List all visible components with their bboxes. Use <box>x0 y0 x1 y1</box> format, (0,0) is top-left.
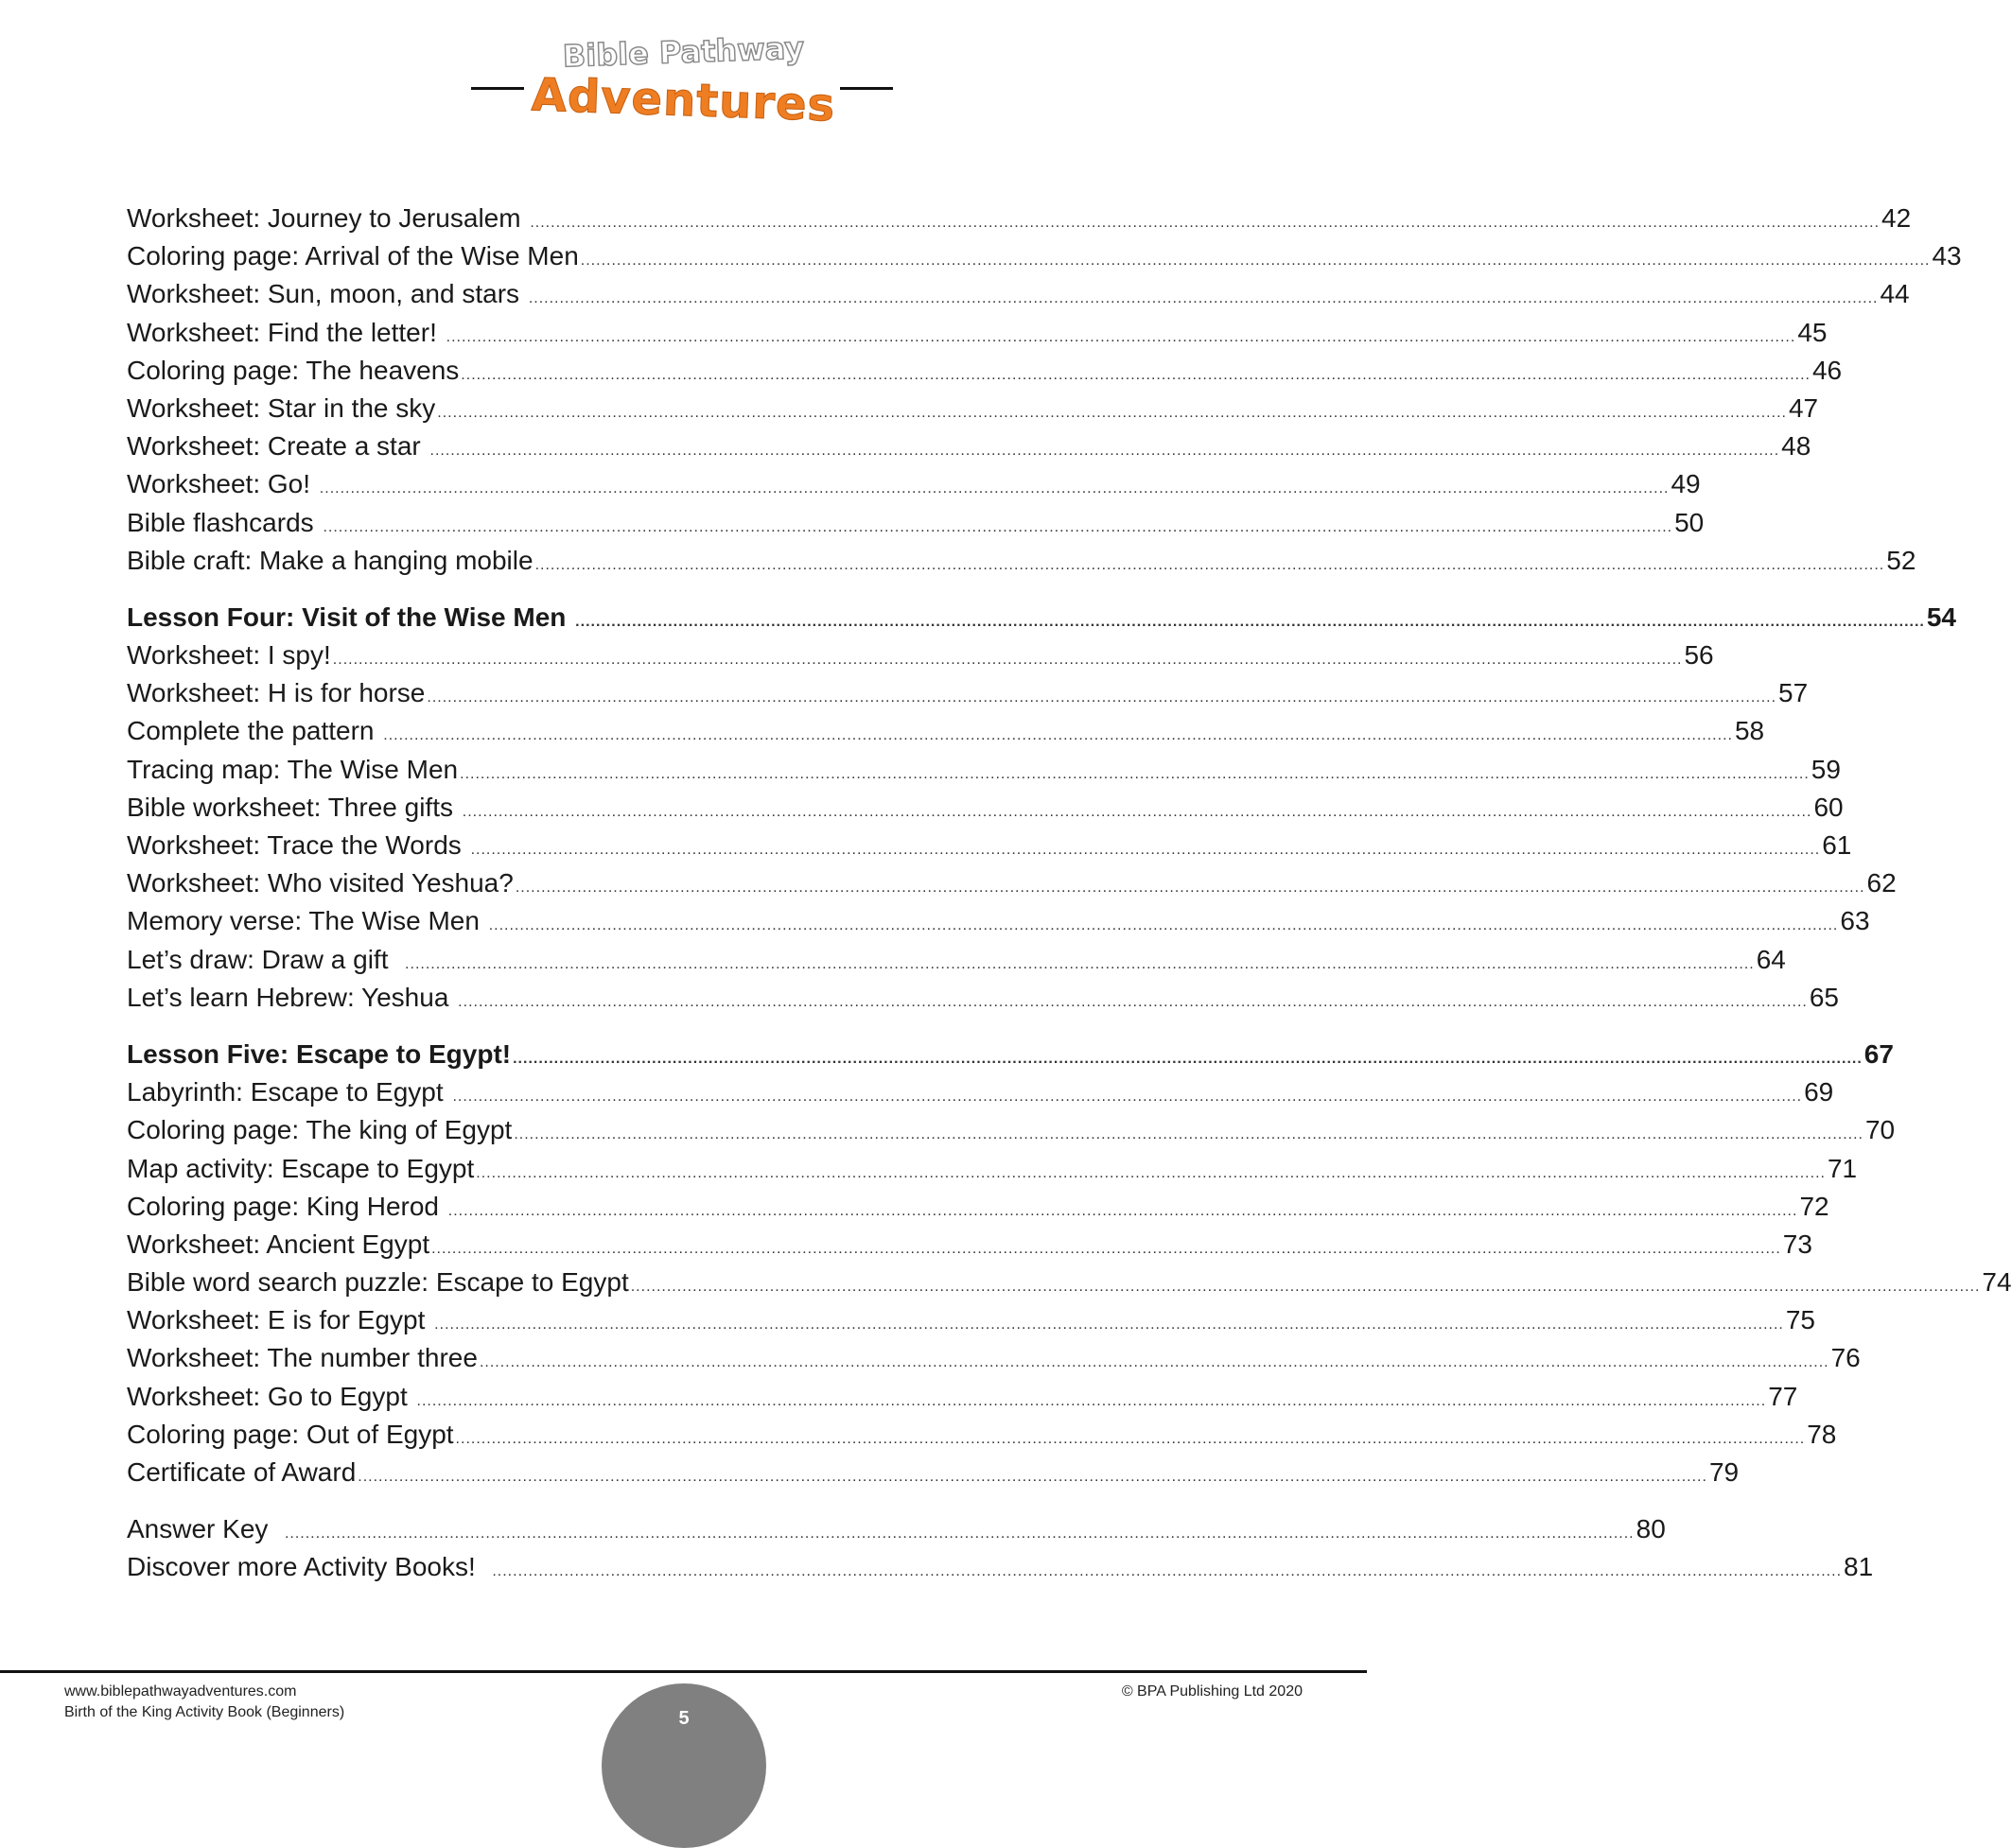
toc-entry-page: 58 <box>1734 716 1765 746</box>
toc-entry-title: Worksheet: Create a star <box>127 431 429 462</box>
toc-entry <box>127 352 1843 390</box>
toc-dot-leader: ...................................................................................................................................................................................................................................................................... <box>437 404 1787 421</box>
toc-section-heading <box>127 1036 1894 1073</box>
toc-dot-leader: ...................................................................................................................................................................................................................................................................... <box>405 955 1755 972</box>
toc-dot-leader: ...................................................................................................................................................................................................................................................................... <box>427 689 1777 706</box>
toc-dot-leader: ...................................................................................................................................................................................................................................................................... <box>323 518 1673 535</box>
toc-entry <box>127 504 1705 542</box>
toc-entry <box>127 674 1809 712</box>
toc-entry-page: 50 <box>1674 507 1705 537</box>
toc-entry-title: Worksheet: Star in the sky <box>127 392 436 423</box>
toc-entry-page: 49 <box>1671 469 1701 499</box>
toc-entry-title: Worksheet: Ancient Egypt <box>127 1229 430 1259</box>
footer-website: www.biblepathwayadventures.com <box>64 1683 297 1700</box>
toc-entry <box>127 1416 1837 1454</box>
toc-entry-page: 67 <box>1863 1038 1894 1069</box>
toc-entry <box>127 751 1841 789</box>
toc-entry <box>127 1188 1829 1226</box>
toc-entry <box>127 1264 2012 1301</box>
toc-dot-leader: ...................................................................................................................................................................................................................................................................... <box>446 328 1796 345</box>
toc-dot-leader: ...................................................................................................................................................................................................................................................................... <box>455 1430 1806 1447</box>
toc-dot-leader: ...................................................................................................................................................................................................................................................................... <box>470 842 1821 858</box>
toc-entry-page: 63 <box>1840 906 1870 936</box>
toc-entry-page: 47 <box>1788 392 1819 423</box>
toc-entry <box>127 275 1910 313</box>
toc-entry-title: Discover more Activity Books! <box>127 1552 491 1582</box>
toc-entry-title: Let’s draw: Draw a gift <box>127 944 404 974</box>
toc-dot-leader: ...................................................................................................................................................................................................................................................................... <box>332 652 1683 669</box>
footer-divider <box>0 1670 1367 1673</box>
page-number: 5 <box>678 1708 690 1729</box>
toc-entry <box>127 941 1786 979</box>
logo-rule-right <box>840 87 893 90</box>
toc-entry-page: 71 <box>1827 1153 1858 1183</box>
toc-dot-leader: ...................................................................................................................................................................................................................................................................... <box>514 1126 1863 1143</box>
toc-entry-page: 52 <box>1886 545 1916 575</box>
toc-entry <box>127 636 1714 674</box>
toc-dot-leader: ...................................................................................................................................................................................................................................................................... <box>462 803 1812 820</box>
toc-entry <box>127 200 1912 237</box>
toc-entry <box>127 314 1828 352</box>
toc-entry-page: 60 <box>1813 792 1844 822</box>
footer-copyright: © BPA Publishing Ltd 2020 <box>1121 1683 1303 1700</box>
logo-text-top: Bible Pathway <box>562 29 805 75</box>
toc-entry-title: Map activity: Escape to Egypt <box>127 1153 475 1183</box>
toc-dot-leader: ...................................................................................................................................................................................................................................................................... <box>383 727 1733 744</box>
toc-entry-title: Certificate of Award <box>127 1457 357 1487</box>
toc-entry-page: 59 <box>1811 754 1841 784</box>
toc-entry-page: 78 <box>1807 1419 1837 1449</box>
toc-entry <box>127 1226 1812 1264</box>
toc-entry-title: Worksheet: Go to Egypt <box>127 1381 415 1411</box>
toc-entry-title: Memory verse: The Wise Men <box>127 906 487 936</box>
toc-entry <box>127 1548 1874 1586</box>
toc-entry <box>127 427 1811 465</box>
toc-dot-leader: ...................................................................................................................................................................................................................................................................... <box>513 1050 1863 1067</box>
toc-entry <box>127 237 1962 275</box>
toc-entry-page: 42 <box>1881 203 1912 233</box>
toc-entry <box>127 789 1844 827</box>
toc-dot-leader: ...................................................................................................................................................................................................................................................................... <box>528 290 1879 307</box>
toc-entry-page: 64 <box>1756 944 1786 974</box>
toc-entry-title: Coloring page: The king of Egypt <box>127 1115 513 1145</box>
toc-entry <box>127 1111 1896 1149</box>
toc-entry-page: 65 <box>1809 982 1839 1012</box>
toc-entry-page: 75 <box>1785 1305 1815 1335</box>
toc-entry <box>127 864 1897 902</box>
toc-dot-leader: ...................................................................................................................................................................................................................................................................... <box>416 1392 1767 1409</box>
toc-dot-leader: ...................................................................................................................................................................................................................................................................... <box>575 613 1925 630</box>
toc-dot-leader: ...................................................................................................................................................................................................................................................................... <box>492 1563 1843 1580</box>
toc-dot-leader: ...................................................................................................................................................................................................................................................................... <box>358 1469 1707 1485</box>
toc-dot-leader: ...................................................................................................................................................................................................................................................................... <box>452 1089 1803 1106</box>
toc-entry <box>127 465 1701 503</box>
toc-dot-leader: ...................................................................................................................................................................................................................................................................... <box>284 1525 1635 1543</box>
toc-entry-title: Complete the pattern <box>127 716 382 746</box>
toc-entry-page: 74 <box>1982 1267 2012 1298</box>
toc-entry-title: Labyrinth: Escape to Egypt <box>127 1077 451 1107</box>
toc-entry-title: Worksheet: Journey to Jerusalem <box>127 203 529 233</box>
toc-dot-leader: ...................................................................................................................................................................................................................................................................... <box>461 366 1811 383</box>
toc-entry-page: 62 <box>1866 868 1897 898</box>
toc-entry-title: Worksheet: The number three <box>127 1343 478 1373</box>
toc-entry-title: Bible craft: Make a hanging mobile <box>127 545 534 575</box>
toc-entry-title: Worksheet: Find the letter! <box>127 317 445 347</box>
toc-entry <box>127 1378 1798 1416</box>
toc-entry-page: 70 <box>1864 1115 1896 1145</box>
toc-entry <box>127 1073 1834 1111</box>
toc-entry-title: Bible worksheet: Three gifts <box>127 792 461 822</box>
toc-entry-title: Answer Key <box>127 1514 283 1544</box>
toc-entry <box>127 827 1852 864</box>
toc-section-heading <box>127 599 1956 636</box>
toc-entry-page: 61 <box>1822 830 1852 860</box>
toc-dot-leader: ...................................................................................................................................................................................................................................................................... <box>476 1164 1826 1181</box>
toc-entry-title: Bible word search puzzle: Escape to Egypt <box>127 1267 629 1298</box>
toc-dot-leader: ...................................................................................................................................................................................................................................................................... <box>431 1240 1781 1257</box>
toc-entry-title: Coloring page: The heavens <box>127 355 460 385</box>
toc-entry-page: 81 <box>1844 1552 1874 1582</box>
toc-entry-page: 69 <box>1804 1077 1834 1107</box>
toc-entry-title: Worksheet: Go! <box>127 469 318 499</box>
toc-dot-leader: ...................................................................................................................................................................................................................................................................... <box>434 1316 1784 1334</box>
toc-entry-page: 45 <box>1797 317 1828 347</box>
toc-entry-page: 44 <box>1880 279 1910 309</box>
toc-entry-page: 73 <box>1782 1229 1812 1259</box>
toc-entry-page: 77 <box>1768 1381 1798 1411</box>
toc-dot-leader: ...................................................................................................................................................................................................................................................................... <box>488 917 1839 934</box>
toc-entry-title: Worksheet: Trace the Words <box>127 830 469 860</box>
toc-dot-leader: ...................................................................................................................................................................................................................................................................... <box>515 880 1865 897</box>
toc-entry <box>127 712 1765 750</box>
toc-entry-title: Let’s learn Hebrew: Yeshua <box>127 982 457 1012</box>
toc-entry-title: Worksheet: H is for horse <box>127 678 426 708</box>
toc-entry-title: Coloring page: Out of Egypt <box>127 1419 454 1449</box>
toc-entry-title: Lesson Four: Visit of the Wise Men <box>127 601 574 632</box>
toc-dot-leader: ...................................................................................................................................................................................................................................................................... <box>429 443 1780 460</box>
toc-entry-title: Worksheet: Sun, moon, and stars <box>127 279 527 309</box>
toc-dot-leader: ...................................................................................................................................................................................................................................................................... <box>580 253 1931 270</box>
toc-entry-page: 79 <box>1708 1457 1740 1487</box>
logo-text-bottom: Adventures <box>530 68 837 132</box>
toc-dot-leader: ...................................................................................................................................................................................................................................................................... <box>447 1202 1798 1219</box>
toc-entry-page: 56 <box>1684 640 1714 671</box>
toc-entry <box>127 1510 1666 1548</box>
toc-entry-page: 80 <box>1636 1514 1666 1544</box>
toc-entry-page: 46 <box>1811 355 1843 385</box>
toc-entry <box>127 390 1819 427</box>
toc-entry-title: Coloring page: Arrival of the Wise Men <box>127 241 579 271</box>
toc-entry <box>127 1454 1740 1491</box>
toc-entry-page: 43 <box>1932 241 1962 271</box>
toc-dot-leader: ...................................................................................................................................................................................................................................................................... <box>319 480 1670 497</box>
toc-entry-page: 48 <box>1781 431 1811 462</box>
toc-entry <box>127 902 1870 940</box>
toc-entry-title: Tracing map: The Wise Men <box>127 754 459 784</box>
footer-book-title: Birth of the King Activity Book (Beginners) <box>64 1704 345 1720</box>
toc-dot-leader: ...................................................................................................................................................................................................................................................................... <box>630 1279 1981 1296</box>
footer-left <box>64 1682 344 1723</box>
toc-entry <box>127 979 1839 1017</box>
toc-entry-title: Bible flashcards <box>127 507 322 537</box>
toc-dot-leader: ...................................................................................................................................................................................................................................................................... <box>530 215 1881 231</box>
toc-entry-page: 76 <box>1830 1343 1861 1373</box>
toc-entry <box>127 1301 1815 1339</box>
toc-entry <box>127 1150 1858 1188</box>
toc-entry-page: 72 <box>1799 1191 1829 1221</box>
toc-entry-title: Worksheet: Who visited Yeshua? <box>127 868 514 898</box>
toc-dot-leader: ...................................................................................................................................................................................................................................................................... <box>479 1354 1829 1371</box>
brand-logo <box>0 28 1367 132</box>
toc-dot-leader: ...................................................................................................................................................................................................................................................................... <box>460 765 1810 782</box>
toc-dot-leader: ...................................................................................................................................................................................................................................................................... <box>534 556 1885 573</box>
toc-entry-page: 54 <box>1926 601 1956 632</box>
toc-entry <box>127 1339 1861 1377</box>
toc-entry-page: 57 <box>1778 678 1809 708</box>
table-of-contents <box>127 200 2012 1587</box>
toc-dot-leader: ...................................................................................................................................................................................................................................................................... <box>458 993 1808 1010</box>
toc-entry <box>127 542 1916 580</box>
toc-entry-title: Worksheet: E is for Egypt <box>127 1305 433 1335</box>
toc-entry-title: Worksheet: I spy! <box>127 640 331 671</box>
toc-entry-title: Coloring page: King Herod <box>127 1191 446 1221</box>
toc-entry-title: Lesson Five: Escape to Egypt! <box>127 1038 512 1069</box>
